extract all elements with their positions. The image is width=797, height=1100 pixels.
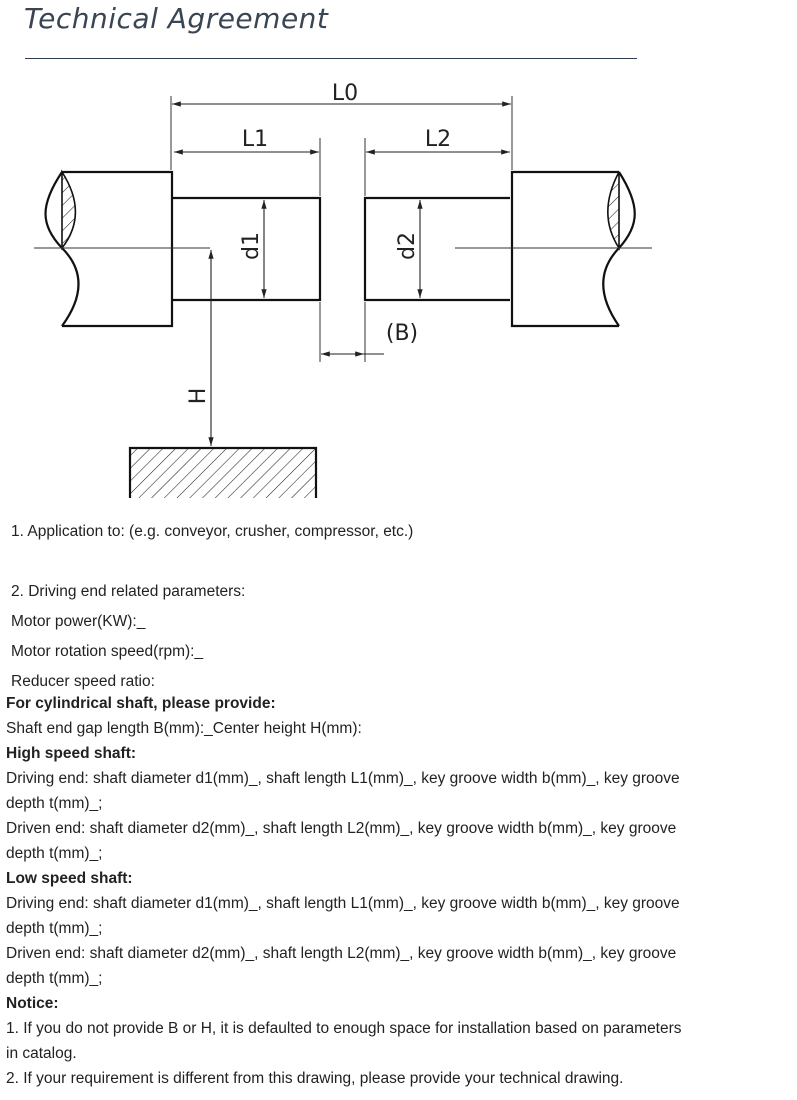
dimension-lines: [172, 104, 511, 446]
low-driving-end: Driving end: shaft diameter d1(mm)_, shaft length L1(mm)_, key groove width b(mm)_, key groove depth t(mm)_;: [6, 895, 680, 937]
high-driven-end: Driven end: shaft diameter d2(mm)_, shaft length L2(mm)_, key groove width b(mm)_, key groove depth t(mm)_;: [6, 820, 677, 862]
notice-item-1: 1. If you do not provide B or H, it is defaulted to enough space for installation based on parameters in catalog.: [6, 1020, 682, 1062]
motor-power-field: Motor power(KW):_: [11, 613, 146, 630]
notice-item-2: 2. If your requirement is different from this drawing, please provide your technical drawing.: [6, 1070, 624, 1087]
label-l2: L2: [424, 127, 452, 152]
low-speed-heading: Low speed shaft:: [6, 870, 133, 887]
page-title: Technical Agreement: [24, 2, 329, 35]
title-divider: [25, 58, 637, 59]
shaft-drawing: [0, 70, 797, 502]
reducer-ratio-field: Reducer speed ratio:: [11, 673, 155, 690]
high-speed-heading: High speed shaft:: [6, 745, 137, 762]
right-reducer-shaft: [512, 172, 635, 326]
label-l0: L0: [331, 81, 359, 106]
extension-lines: [171, 96, 512, 362]
high-driving-end: Driving end: shaft diameter d1(mm)_, shaft length L1(mm)_, key groove width b(mm)_, key groove depth t(mm)_;: [6, 770, 680, 812]
label-d2: d2: [395, 232, 420, 260]
label-d1: d1: [239, 232, 264, 260]
right-shaft-end: [365, 198, 510, 300]
label-h: H: [186, 387, 211, 405]
motor-speed-field: Motor rotation speed(rpm):_: [11, 643, 204, 660]
notice-heading: Notice:: [6, 995, 59, 1012]
left-motor-shaft: [46, 172, 173, 326]
label-b: (B): [385, 321, 419, 346]
label-l1: L1: [241, 127, 269, 152]
low-driven-end: Driven end: shaft diameter d2(mm)_, shaft length L2(mm)_, key groove width b(mm)_, key groove depth t(mm)_;: [6, 945, 677, 987]
gap-height-field: Shaft end gap length B(mm):_Center height H(mm):: [6, 720, 362, 737]
base-ground: [130, 448, 316, 498]
application-line: 1. Application to: (e.g. conveyor, crusher, compressor, etc.): [11, 523, 414, 540]
cylindrical-shaft-heading: For cylindrical shaft, please provide:: [6, 695, 276, 712]
driving-params-heading: 2. Driving end related parameters:: [11, 583, 246, 600]
